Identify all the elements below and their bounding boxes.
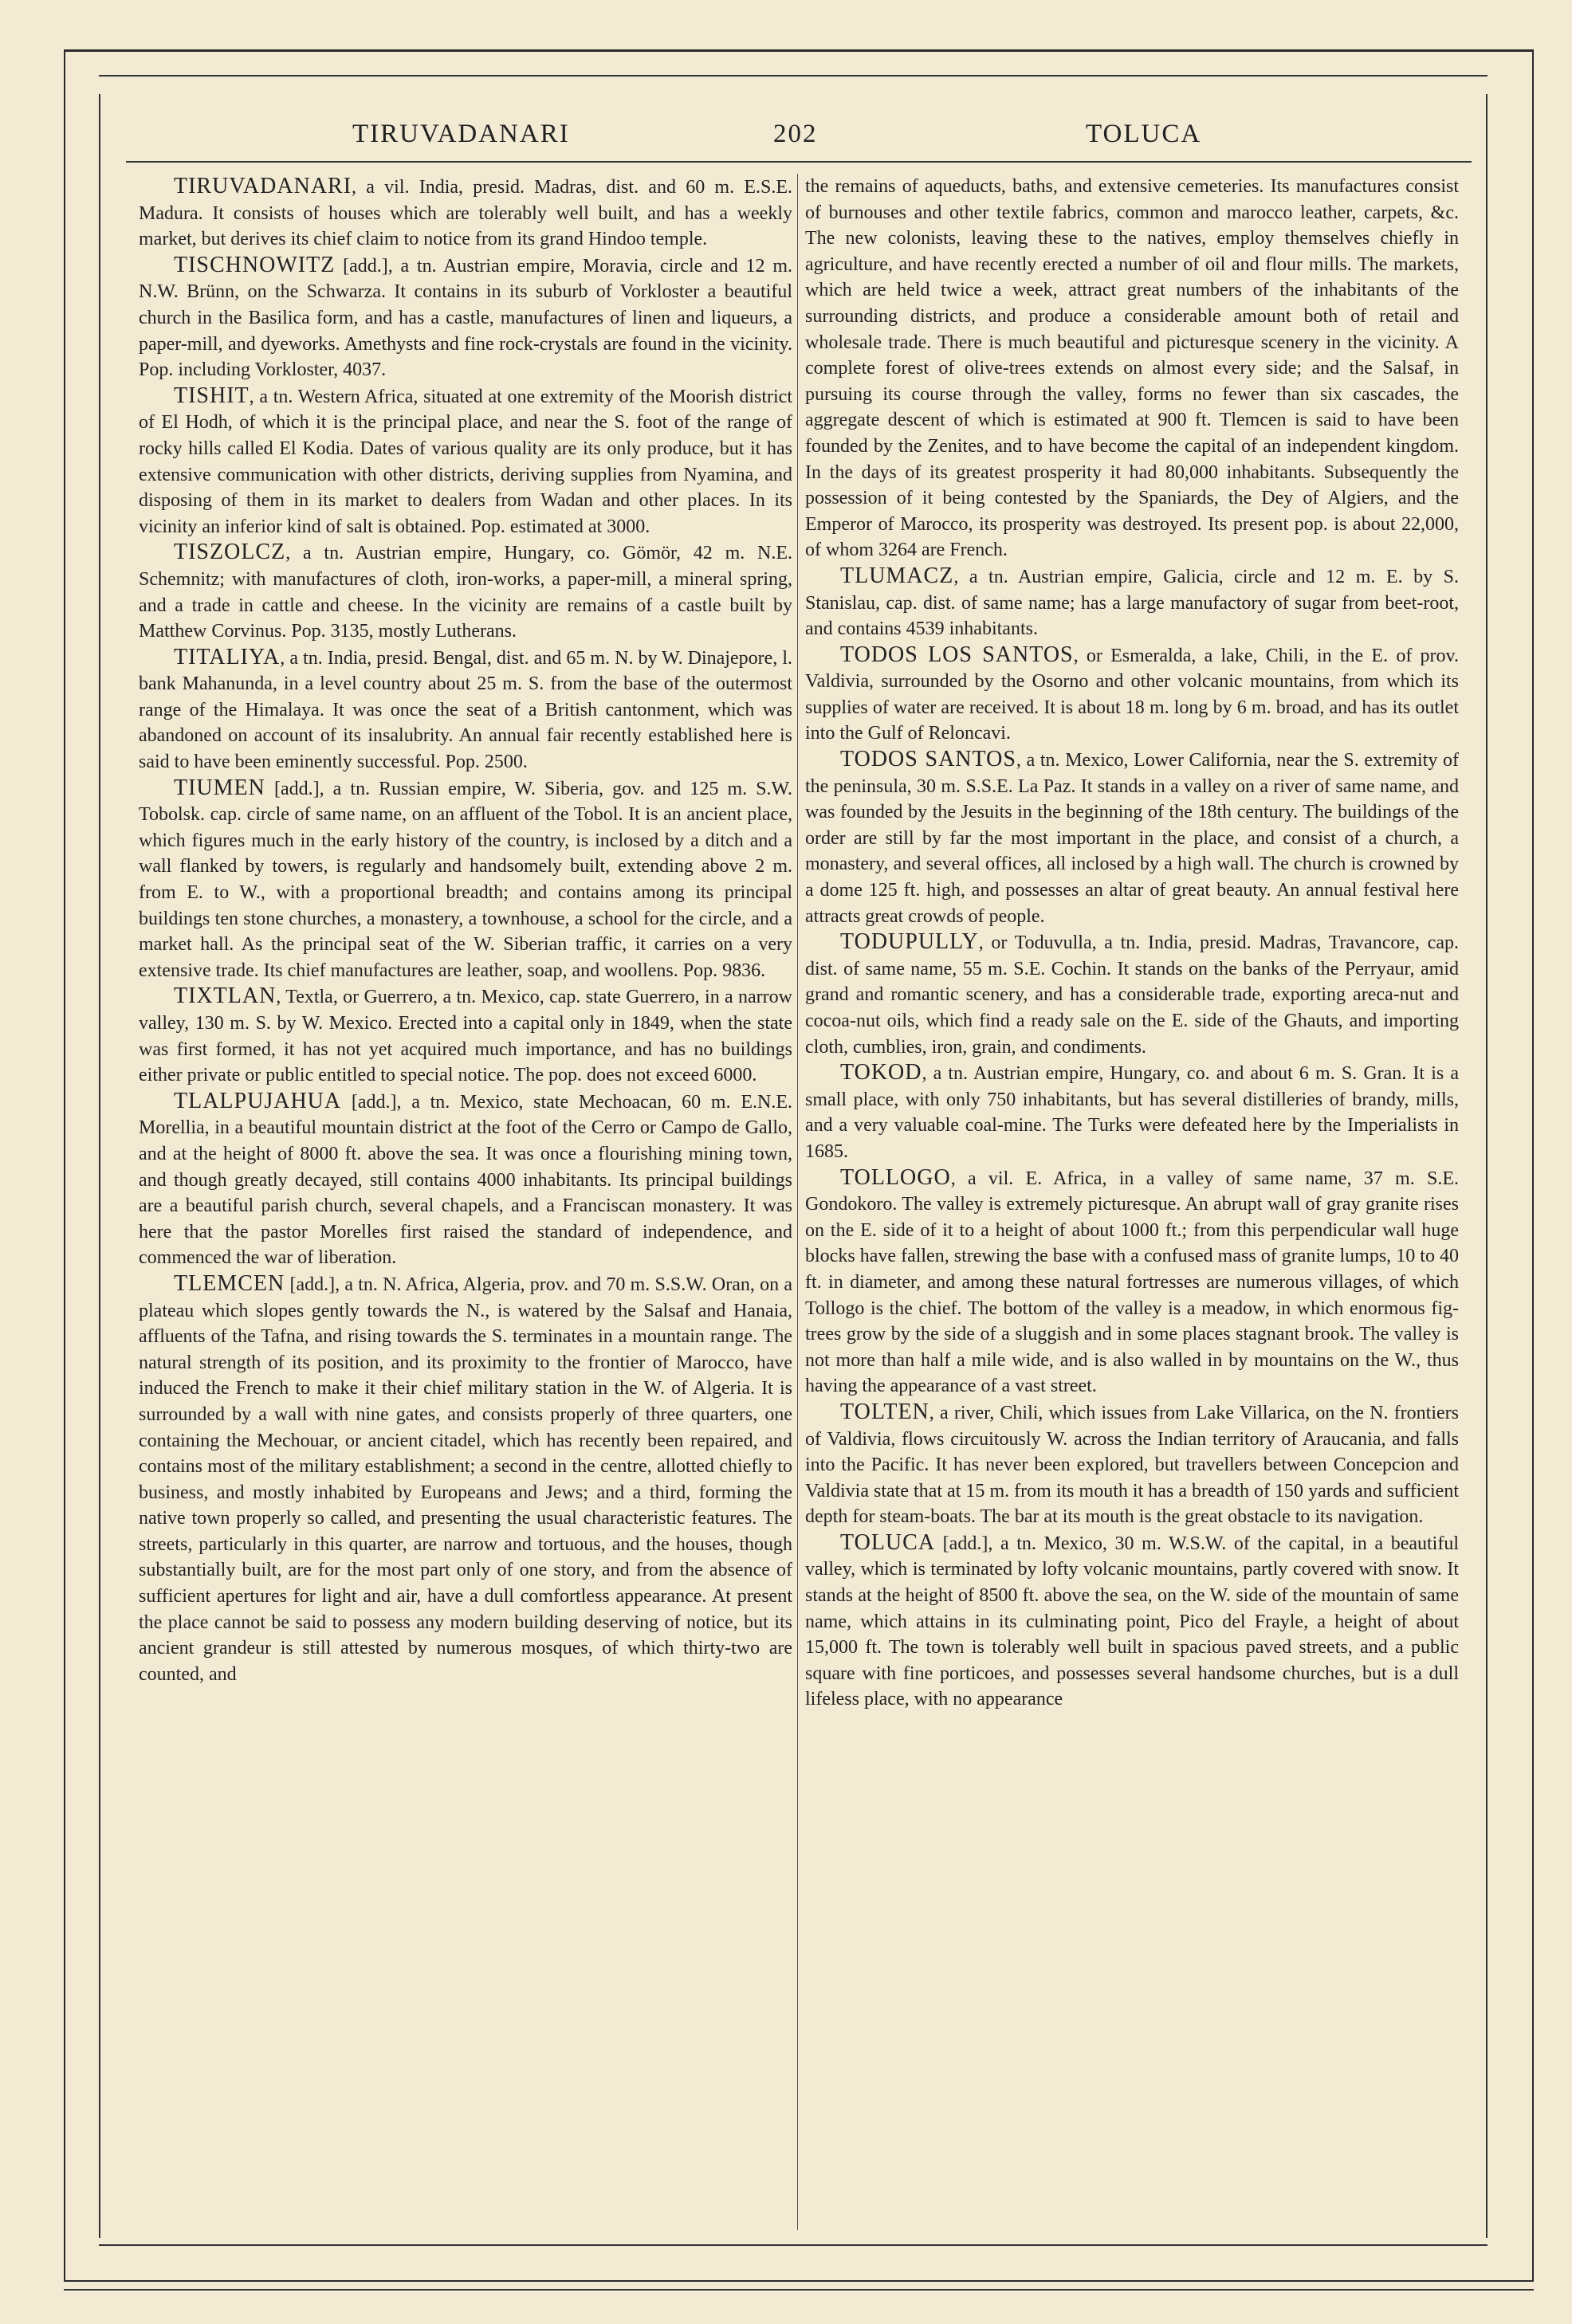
entry-text: [add.], a tn. Mexico, 30 m. W.S.W. of the capital, in a beautiful valley, which is terminated by lofty volcanic mountains, partly covered with snow. It stands at the height of 8500 ft. above the sea, on the W. side of the mountain of same name, which attains in its culminating point, Pico del Frayle, a height of about 15,000 ft. The town is tolerably well built in spacious paved streets, and a public square with fine porticoes, and possesses several handsome churches, but is a dull lifeless place, with no appearance: [805, 1533, 1459, 1710]
entry-text: [add.], a tn. Austrian empire, Moravia, circle and 12 m. N.W. Brünn, on the Schwarza. It contains in its suburb of Vorkloster a beautiful church in the Basilica form, and has a castle, manufactures of linen and liqueurs, a paper-mill, and dyeworks. Amethysts and fine rock-crystals are found in the vicinity. Pop. including Vorkloster, 4037.: [139, 255, 792, 381]
gazetteer-entry: [139, 983, 792, 1088]
entry-headword: TLUMACZ: [840, 563, 954, 588]
entry-headword: TODOS SANTOS: [840, 747, 1016, 772]
entry-text: , a tn. Western Africa, situated at one extremity of the Moorish district of El Hodh, of which it is the principal place, and near the S. foot of the range of rocky hills called El Kodia. Dates of various quality are its only produce, but it has extensive communication with other districts, deriving supplies from Nyamina, and disposing of them in its market to dealers from Wadan and other places. In its vicinity an inferior kind of salt is obtained. Pop. estimated at 3000.: [139, 386, 792, 537]
entry-headword: TISHIT: [174, 383, 250, 408]
column-divider: [797, 174, 798, 2230]
entry-headword: TODUPULLY: [840, 929, 979, 955]
entry-text: [add.], a tn. N. Africa, Algeria, prov. and 70 m. S.S.W. Oran, on a plateau which slopes gently towards the N., is watered by the Salsaf and Hanaia, affluents of the Tafna, and rising towards the S. terminates in a mountain range. The natural strength of its position, and its proximity to the frontier of Marocco, have induced the French to make it their chief military station in the W. of Algeria. It is surrounded by a wall with nine gates, and consists properly of three quarters, one containing the Mechouar, or ancient citadel, which has recently been repaired, and contains most of the military establishment; a second in the centre, allotted chiefly to business, and mostly inhabited by Europeans and Jews; and a third, forming the native town properly so called, and presenting the usual characteristic features. The streets, particularly in this quarter, are narrow and tortuous, and the houses, though substantially built, are for the most part only of one story, and from the absence of sufficient apertures for light and air, have a dull comfortless appearance. At present the place cannot be said to possess any modern building deserving of notice, but its ancient grandeur is still attested by numerous mosques, of which thirty-two are counted, and: [139, 1274, 792, 1685]
entry-headword: TIRUVADANARI: [174, 174, 352, 198]
entry-text: , or Toduvulla, a tn. India, presid. Madras, Travancore, cap. dist. of same name, 55 m. S.E. Cochin. It stands on the banks of the Perryaur, amid grand and romantic scenery, and has a considerable trade, exporting areca-nut and cocoa-nut oils, which find a ready sale on the E. side of the Ghauts, and importing cloth, cumblies, iron, grain, and condiments.: [805, 932, 1459, 1058]
entry-text: , or Esmeralda, a lake, Chili, in the E. of prov. Valdivia, surrounded by the Osorno and other volcanic mountains, from which its supplies of water are received. It is about 18 m. long by 6 m. broad, and has its outlet into the Gulf of Reloncavi.: [805, 645, 1459, 744]
entry-headword: TITALIYA: [174, 644, 281, 669]
header-rule: [126, 161, 1472, 163]
entry-headword: TODOS LOS SANTOS: [840, 642, 1074, 667]
entry-text: , Textla, or Guerrero, a tn. Mexico, cap. state Guerrero, in a narrow valley, 130 m. S. by W. Mexico. Erected into a capital only in 1849, when the state was first formed, it has not yet acquired much importance, and has no buildings either private or public entitled to special notice. The pop. does not exceed 6000.: [139, 987, 792, 1086]
gazetteer-entry: [805, 1060, 1459, 1164]
gazetteer-entry: [139, 645, 792, 775]
running-header: [121, 120, 1476, 159]
entry-text: , a tn. Austrian empire, Hungary, co. Gömör, 42 m. N.E. Schemnitz; with manufactures of cloth, iron-works, a paper-mill, a mineral spring, and a trade in cattle and cheese. In the vicinity are remains of a castle built by Matthew Corvinus. Pop. 3135, mostly Lutherans.: [139, 543, 792, 642]
entry-text: [add.], a tn. Russian empire, W. Siberia, gov. and 125 m. S.W. Tobolsk. cap. circle of same name, on an affluent of the Tobol. It is an ancient place, which figures much in the early history of the country, is inclosed by a ditch and a wall flanked by towers, is regularly and handsomely built, extending above 2 m. from E. to W., with a proportional breadth; and contains among its principal buildings ten stone churches, a monastery, a townhouse, a school for the circle, and a market hall. As the principal seat of the W. Siberian traffic, it carries on a very extensive trade. Its chief manufactures are leather, soap, and woollens. Pop. 9836.: [139, 778, 792, 981]
continued-entry-text: the remains of aqueducts, baths, and extensive cemeteries. Its manufactures consist of burnouses and other textile fabrics, common and marocco leather, carpets, &c. The new colonists, leaving these to the natives, employ themselves chiefly in agriculture, and have recently erected a number of oil and flour mills. The markets, which are held twice a week, attract great numbers of the inhabitants of the surrounding districts, and produce a considerable amount both of retail and wholesale trade. There is much beautiful and picturesque scenery in the vicinity. A complete forest of olive-trees extends on almost every side; and the Salsaf, in pursuing its course through the valley, forms no fewer than six cascades, the aggregate descent of which is estimated at 900 ft. Tlemcen is said to have been founded by the Zenites, and to have become the capital of an independent kingdom. In the days of its greatest prosperity it had 80,000 inhabitants. Subsequently the possession of it being contested by the Spaniards, the Dey of Algiers, and the Emperor of Marocco, its prosperity was destroyed. Its present pop. is about 22,000, of whom 3264 are French.: [805, 176, 1459, 561]
entry-headword: TLEMCEN: [174, 1270, 285, 1296]
gazetteer-entry: [805, 563, 1459, 642]
entry-text: , a tn. India, presid. Bengal, dist. and 65 m. N. by W. Dinajepore, l. bank Mahanunda, in a level country about 25 m. S. from the base of the outermost range of the Himalaya. It was once the seat of a British cantonment, which was abandoned on account of its insalubrity. An annual fair recently established here is said to have been eminently successful. Pop. 2500.: [139, 647, 792, 773]
gazetteer-entry: [139, 174, 792, 253]
page-number: 202: [773, 120, 818, 148]
entry-headword: TISZOLCZ: [174, 540, 286, 565]
right-column: [805, 174, 1459, 2230]
top-rule: [99, 75, 1488, 77]
gazetteer-entry: [139, 1271, 792, 1688]
entry-headword: TOLUCA: [840, 1529, 936, 1555]
entry-text: , a tn. Mexico, Lower California, near the S. extremity of the peninsula, 30 m. S.S.E. La Paz. It stands in a valley on a river of same name, and was founded by the Jesuits in the beginning of the 18th century. The buildings of the order are still by far the most important in the place, and consist of a church, a monastery, and several offices, all inclosed by a high wall. The church is crowned by a dome 125 ft. high, and possesses an altar of great beauty. An annual festival here attracts great crowds of people.: [805, 750, 1459, 927]
entry-headword: TIUMEN: [174, 775, 265, 800]
gazetteer-entry: [139, 1089, 792, 1271]
bottom-rule: [64, 2289, 1534, 2291]
entry-headword: TIXTLAN: [174, 983, 277, 1009]
gazetteer-entry: [139, 775, 792, 984]
entry-headword: TISCHNOWITZ: [174, 252, 336, 277]
gazetteer-entry: [139, 253, 792, 383]
header-right-guideword: TOLUCA: [1086, 120, 1202, 148]
left-column: [139, 174, 792, 2230]
gazetteer-entry: [805, 747, 1459, 929]
gazetteer-entry: [805, 1530, 1459, 1713]
gazetteer-entry: [805, 642, 1459, 747]
gazetteer-entry: [139, 383, 792, 540]
gazetteer-entry: [805, 1165, 1459, 1400]
entry-text: , a tn. Austrian empire, Galicia, circle and 12 m. E. by S. Stanislau, cap. dist. of same name; has a large manufactory of sugar from beet-root, and contains 4539 inhabitants.: [805, 566, 1459, 640]
entry-headword: TOLTEN: [840, 1399, 929, 1424]
entry-text: , a tn. Austrian empire, Hungary, co. and about 6 m. S. Gran. It is a small place, with only 750 inhabitants, but has several distilleries of brandy, mills, and a very valuable coal-mine. The Turks were defeated here by the Imperialists in 1685.: [805, 1063, 1459, 1162]
entry-headword: TOLLOGO: [840, 1164, 951, 1190]
entry-headword: TOKOD: [840, 1060, 922, 1085]
entry-text: , a vil. India, presid. Madras, dist. and 60 m. E.S.E. Madura. It consists of houses which are tolerably well built, and has a weekly market, but derives its chief claim to notice from its grand Hindoo temple.: [139, 177, 792, 250]
entry-text: , a river, Chili, which issues from Lake Villarica, on the N. frontiers of Valdivia, flows circuitously W. across the Indian territory of Araucania, and falls into the Pacific. It has never been explored, but travellers between Concepcion and Valdivia state that at 15 m. from its mouth it has a breadth of 150 yards and sufficient depth for steam-boats. The bar at its mouth is the great obstacle to its navigation.: [805, 1402, 1459, 1528]
header-left-guideword: TIRUVADANARI: [352, 120, 570, 148]
gazetteer-entry: [139, 540, 792, 644]
entry-text: , a vil. E. Africa, in a valley of same name, 37 m. S.E. Gondokoro. The valley is extremely picturesque. An abrupt wall of gray granite rises on the E. side of it to a height of about 1000 ft.; from this perpendicular wall huge blocks have fallen, strewing the base with a confused mass of granite lumps, 10 to 40 ft. in diameter, and among these natural fortresses are numerous villages, of which Tollogo is the chief. The bottom of the valley is a meadow, in which enormous fig-trees grow by the side of a sluggish and in some places stagnant brook. The valley is not more than half a mile wide, and is also walled in by mountains on the W., thus having the appearance of a vast street.: [805, 1168, 1459, 1397]
gazetteer-entry: [805, 929, 1459, 1060]
entry-text: [add.], a tn. Mexico, state Mechoacan, 60 m. E.N.E. Morellia, in a beautiful mountain district at the foot of the Cerro or Campo de Gallo, and at the height of 8000 ft. above the sea. It was once a flourishing mining town, and though greatly decayed, still contains 4000 inhabitants. Its principal buildings are a beautiful parish church, several chapels, and a Franciscan monastery. It was here that the pastor Morelles first raised the standard of independence, and commenced the war of liberation.: [139, 1091, 792, 1269]
gazetteer-entry: [805, 1400, 1459, 1530]
entry-headword: TLALPUJAHUA: [174, 1088, 342, 1113]
